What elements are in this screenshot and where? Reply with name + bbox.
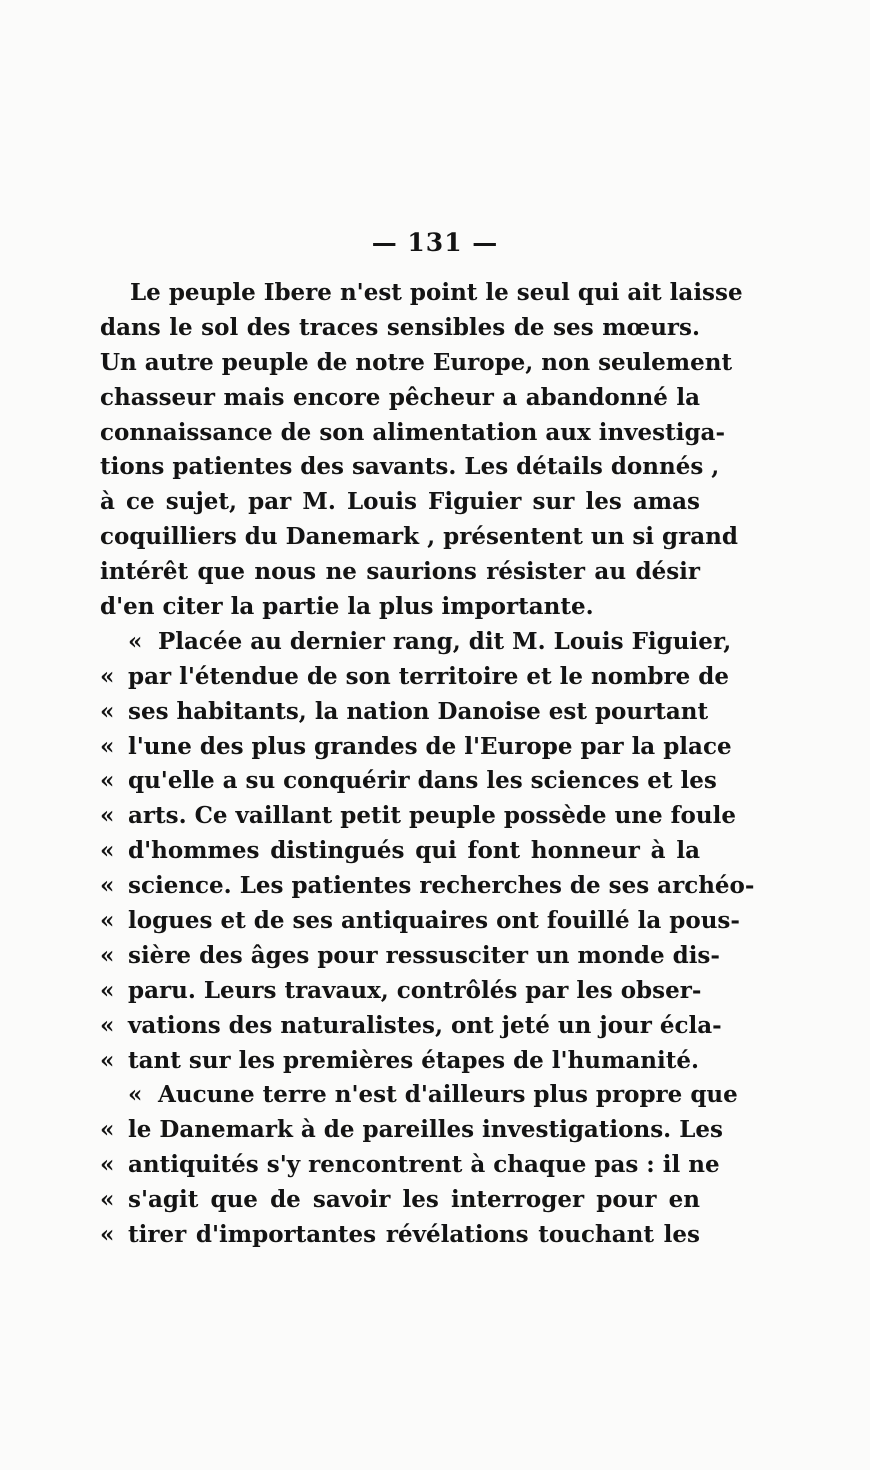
quoted-text: d'hommes distingués qui font honneur à la	[128, 837, 700, 865]
quoted-line	[100, 1113, 723, 1148]
text-line: Le peuple Ibere n'est point le seul qui ait laisse	[130, 279, 743, 306]
text-line: coquilliers du Danemark , présentent un si grand	[100, 523, 738, 551]
quoted-text: Placée au dernier rang, dit M. Louis Figuier,	[158, 627, 732, 655]
quoted-text: par l'étendue de son territoire et le nombre de	[128, 662, 729, 690]
quoted-line	[100, 904, 740, 939]
text-line: chasseur mais encore pêcheur a abandonné la	[100, 383, 700, 411]
open-quote-mark: «	[100, 941, 115, 969]
quoted-line	[100, 660, 729, 695]
quoted-text: s'agit que de savoir les interroger pour en	[128, 1186, 700, 1214]
open-quote-mark: «	[100, 1221, 115, 1249]
open-quote-mark: «	[100, 907, 115, 935]
quoted-line	[100, 1183, 700, 1218]
text-line: connaissance de son alimentation aux investiga-	[100, 418, 726, 446]
quoted-text: paru. Leurs travaux, contrôlés par les obser-	[128, 976, 702, 1004]
quoted-text: logues et de ses antiquaires ont fouillé la pous-	[128, 907, 740, 935]
quoted-line	[100, 695, 709, 730]
open-quote-mark: «	[100, 1116, 115, 1144]
quoted-text: sière des âges pour ressusciter un monde dis-	[128, 941, 720, 969]
open-quote-mark: «	[100, 1151, 115, 1179]
open-quote-mark: «	[100, 1186, 115, 1214]
open-quote-mark: «	[100, 697, 115, 725]
quoted-line	[100, 869, 755, 904]
open-quote-mark: «	[100, 1046, 115, 1074]
quoted-text: tant sur les premières étapes de l'humanité.	[128, 1046, 699, 1074]
quoted-line	[100, 799, 736, 834]
text-line: à ce sujet, par M. Louis Figuier sur les amas	[100, 488, 700, 516]
open-quote-mark: «	[128, 1081, 143, 1109]
text-line: Un autre peuple de notre Europe, non seulement	[100, 348, 733, 376]
quoted-line	[100, 1078, 738, 1113]
quoted-line	[100, 764, 717, 799]
text-line: tions patientes des savants. Les détails donnés ,	[100, 453, 720, 481]
quoted-text: antiquités s'y rencontrent à chaque pas : il ne	[128, 1151, 720, 1179]
open-quote-mark: «	[128, 627, 143, 655]
quoted-line	[100, 1148, 720, 1183]
page-number: — 131 —	[371, 228, 499, 257]
text-line: intérêt que nous ne saurions résister au désir	[100, 558, 700, 586]
quoted-text: Aucune terre n'est d'ailleurs plus propre que	[158, 1081, 738, 1109]
body-text	[100, 276, 755, 1253]
quoted-line	[100, 1009, 722, 1044]
quoted-line	[100, 625, 732, 660]
quoted-line	[100, 834, 700, 869]
quoted-text: vations des naturalistes, ont jeté un jour écla-	[128, 1011, 722, 1039]
open-quote-mark: «	[100, 802, 115, 830]
text-line: d'en citer la partie la plus importante.	[100, 593, 594, 621]
quoted-text: ses habitants, la nation Danoise est pourtant	[128, 697, 709, 725]
quoted-text: science. Les patientes recherches de ses archéo-	[128, 872, 755, 900]
quoted-line	[100, 730, 732, 765]
quoted-text: le Danemark à de pareilles investigations. Les	[128, 1116, 723, 1144]
quoted-text: l'une des plus grandes de l'Europe par la place	[128, 732, 732, 760]
open-quote-mark: «	[100, 662, 115, 690]
quoted-line	[100, 1044, 700, 1079]
open-quote-mark: «	[100, 976, 115, 1004]
quoted-line	[100, 1218, 700, 1253]
open-quote-mark: «	[100, 732, 115, 760]
quoted-text: tirer d'importantes révélations touchant les	[128, 1221, 700, 1249]
open-quote-mark: «	[100, 767, 115, 795]
quoted-line	[100, 939, 720, 974]
open-quote-mark: «	[100, 872, 115, 900]
open-quote-mark: «	[100, 837, 115, 865]
quoted-line	[100, 974, 700, 1009]
quoted-text: arts. Ce vaillant petit peuple possède une foule	[128, 802, 736, 830]
open-quote-mark: «	[100, 1011, 115, 1039]
text-line: dans le sol des traces sensibles de ses mœurs.	[100, 313, 700, 341]
quoted-text: qu'elle a su conquérir dans les sciences et les	[128, 767, 717, 795]
